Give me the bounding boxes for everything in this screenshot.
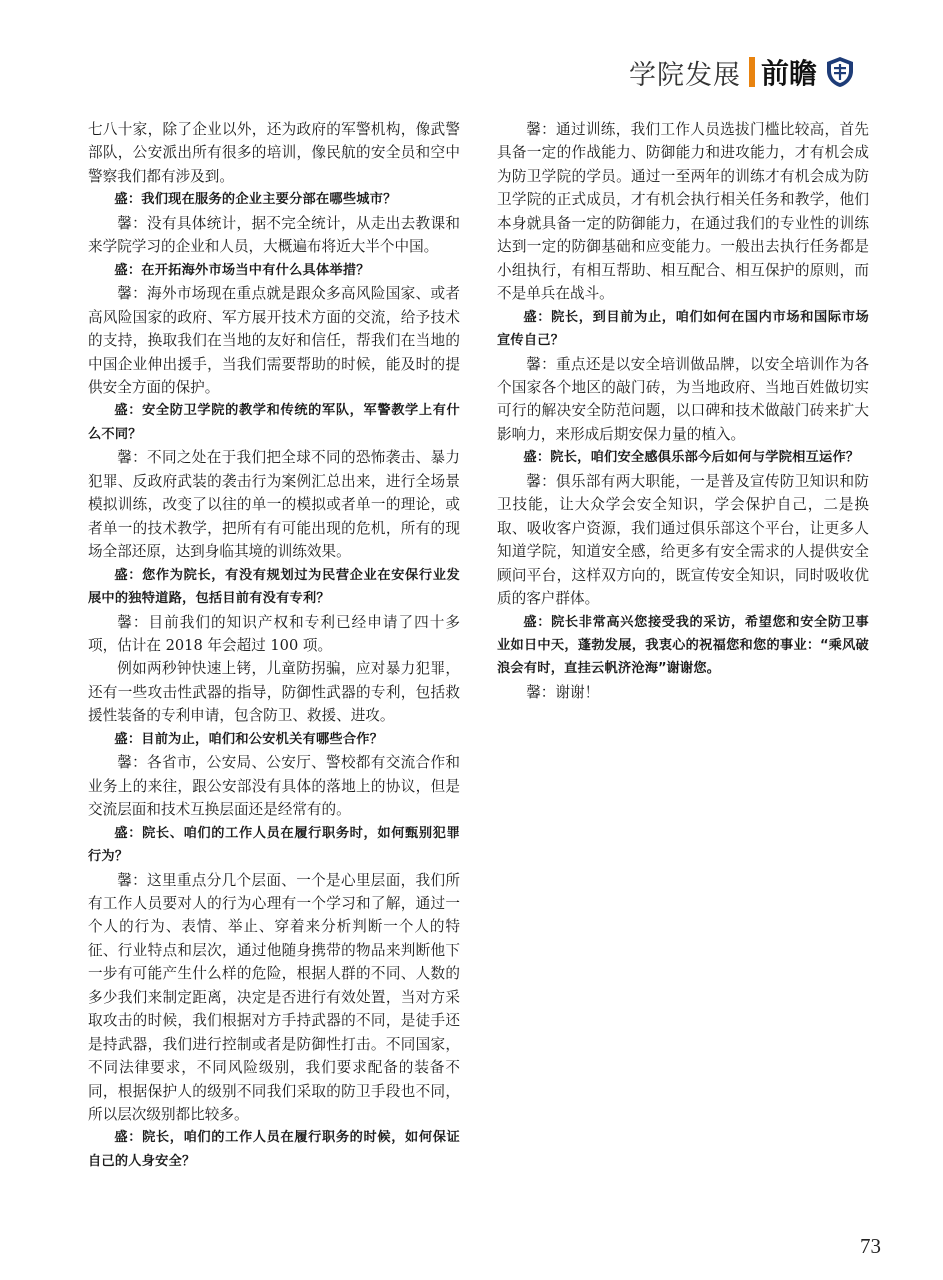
page-header xyxy=(629,52,855,92)
interview-question: 盛：院长非常高兴您接受我的采访，希望您和安全防卫事业如日中天，蓬勃发展，我衷心的祝福您和您的事业：“乘风破浪会有时，直挂云帆济沧海”谢谢您。 xyxy=(497,614,869,677)
interview-answer: 馨：没有具体统计，据不完全统计，从走出去教课和来学院学习的企业和人员，大概遍布将近大半个中国。 xyxy=(88,214,460,256)
header-divider-bar xyxy=(749,57,755,87)
right-column xyxy=(497,118,869,704)
interview-question: 盛：院长，咱们的工作人员在履行职务的时候，如何保证自己的人身安全？ xyxy=(88,1130,460,1169)
left-column xyxy=(88,118,460,1173)
interview-answer: 馨：通过训练，我们工作人员选拔门槛比较高，首先具备一定的作战能力、防御能力和进攻能力，才有机会成为防卫学院的学员。通过一至两年的训练才有机会成为防卫学院的正式成员，才有机会执行相关任务和教学，他们本身就具备一定的防御能力，在通过我们的专业性的训练达到一定的防御基础和应变能力。一般出去执行任务都是小组执行，有相互帮助、相互配合、相互保护的原则，而不是单兵在战斗。 xyxy=(497,121,869,303)
interview-question: 盛：目前为止，咱们和公安机关有哪些合作？ xyxy=(114,731,384,747)
interview-answer: 馨：不同之处在于我们把全球不同的恐怖袭击、暴力犯罪、反政府武装的袭击行为案例汇总出来，进行全场景模拟训练，改变了以往的单一的模拟或者单一的理论，或者单一的技术教学，把所有有可能出现的危机，所有的现场全部还原，达到身临其境的训练效果。 xyxy=(88,449,460,561)
interview-answer: 馨：这里重点分几个层面、一个是心里层面，我们所有工作人员要对人的行为心理有一个学习和了解，通过一个人的行为、表情、举止、穿着来分析判断一个人的特征、行业特点和层次，通过他随身携带的物品来判断他下一步有可能产生什么样的危险，根据人群的不同、人数的多少我们来制定距离，决定是否进行有效处置，当对方采取攻击的时候，我们根据对方手持武器的不同，是徒手还是持武器，我们进行控制或者是防御性打击。不同国家，不同法律要求，不同风险级别，我们要求配备的装备不同，根据保护人的级别不同我们采取的防卫手段也不同，所以层次级别都比较多。 xyxy=(88,871,460,1124)
interview-question: 盛：院长，到目前为止，咱们如何在国内市场和国际市场宣传自己？ xyxy=(497,309,869,349)
interview-answer: 馨：目前我们的知识产权和专利已经申请了四十多项，估计在 2018 年会超过 100 项。 xyxy=(88,613,460,654)
interview-question: 盛：在开拓海外市场当中有什么具体举措？ xyxy=(114,262,370,278)
page-number: 73 xyxy=(860,1234,881,1258)
interview-answer: 馨：谢谢！ xyxy=(526,683,600,701)
interview-answer: 馨：俱乐部有两大职能，一是普及宣传防卫知识和防卫技能，让大众学会安全知识，学会保护自己，二是换取、吸收客户资源，我们通过俱乐部这个平台，让更多人知道学院，知道安全感，给更多有安全需求的人提供安全顾问平台，这样双方向的，既宣传安全知识，同时吸收优质的客户群体。 xyxy=(497,472,869,608)
interview-question: 盛：我们现在服务的企业主要分部在哪些城市？ xyxy=(114,192,397,208)
column-title: 前瞻 xyxy=(760,57,817,90)
interview-question: 盛：院长、咱们的工作人员在履行职务时，如何甄别犯罪行为？ xyxy=(88,825,460,865)
interview-answer: 例如两秒钟快速上铐，儿童防拐骗，应对暴力犯罪，还有一些攻击性武器的指导，防御性武器的专利，包括救援性装备的专利申请，包含防卫、救援、进攻。 xyxy=(88,660,460,725)
section-title: 学院发展 xyxy=(628,59,741,91)
interview-answer: 七八十家，除了企业以外，还为政府的军警机构，像武警部队，公安派出所有很多的培训，像民航的安全员和空中警察我们都有涉及到。 xyxy=(88,121,460,185)
interview-question: 盛：院长，咱们安全感俱乐部今后如何与学院相互运作？ xyxy=(523,450,860,466)
shield-emblem-icon xyxy=(825,56,855,88)
interview-question: 盛：安全防卫学院的教学和传统的军队，军警教学上有什么不同？ xyxy=(88,403,460,442)
interview-answer: 馨：各省市，公安局、公安厅、警校都有交流合作和业务上的来往，跟公安部没有具体的落地上的协议，但是交流层面和技术互换层面还是经常有的。 xyxy=(88,754,460,819)
interview-answer: 馨：重点还是以安全培训做品牌，以安全培训作为各个国家各个地区的敲门砖，为当地政府、当地百姓做切实可行的解决安全防范问题，以口碑和技术做敲门砖来扩大影响力，来形成后期安保力量的植入。 xyxy=(497,355,869,443)
interview-answer: 馨：海外市场现在重点就是跟众多高风险国家、或者高风险国家的政府、军方展开技术方面的交流，给予技术的支持，换取我们在当地的友好和信任，帮我们在当地的中国企业伸出援手，当我们需要帮助的时候，能及时的提供安全方面的保护。 xyxy=(88,285,460,396)
interview-question: 盛：您作为院长，有没有规划过为民营企业在安保行业发展中的独特道路，包括目前有没有专利？ xyxy=(88,567,460,607)
